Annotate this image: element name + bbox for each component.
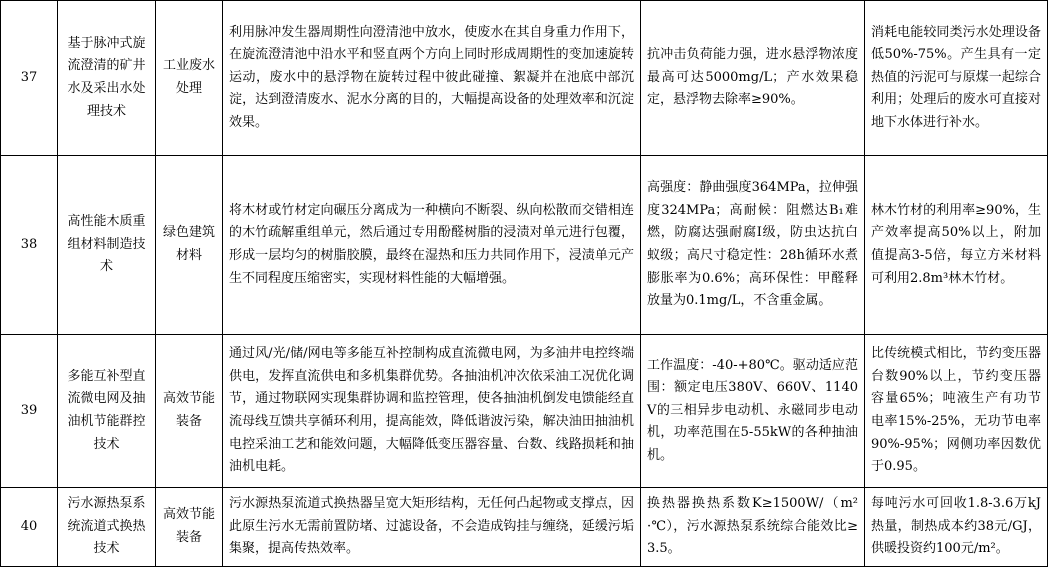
energy-benefits: 每吨污水可回收1.8-3.6万kJ热量，制热成本约38元/GJ，供暖投资约100元/m²。 — [865, 488, 1048, 567]
table-row — [1, 488, 1048, 567]
technology-description: 将木材或竹材定向碾压分离成为一种横向不断裂、纵向松散而交错相连的木竹疏解重组单元，然后通过专用酚醛树脂的浸渍对单元进行包覆，形成一层均匀的树脂胶膜，最终在湿热和压力共同作用下，浸渍单元产生不同程度压缩密实，实现材料性能的大幅增强。 — [223, 156, 641, 335]
technology-category: 绿色建筑材料 — [156, 156, 223, 335]
row-number: 40 — [1, 488, 58, 567]
table-row — [1, 1, 1048, 156]
technical-indicators: 抗冲击负荷能力强，进水悬浮物浓度最高可达5000mg/L；产水效果稳定，悬浮物去除率≥90%。 — [641, 1, 865, 156]
technology-description: 利用脉冲发生器周期性向澄清池中放水，使废水在其自身重力作用下，在旋流澄清池中沿水平和竖直两个方向上同时形成周期性的变加速旋转运动，废水中的悬浮物在旋转过程中彼此碰撞、絮凝并在池底中部沉淀，达到澄清废水、泥水分离的目的，大幅提高设备的处理效率和沉淀效果。 — [223, 1, 641, 156]
technology-category: 高效节能装备 — [156, 488, 223, 567]
technology-description: 通过风/光/储/网电等多能互补控制构成直流微电网，为多油井电控终端供电，发挥直流供电和多机集群优势。各抽油机冲次依采油工况优化调节，通过物联网实现集群协调和监控管理，使各抽油机倒发电馈能经直流母线互馈共享循环利用，提高能效，降低谐波污染，解决油田抽油机电控采油工艺和能效问题，大幅降低变压器容量、台数、线路损耗和抽油机电耗。 — [223, 335, 641, 488]
technology-category: 工业废水处理 — [156, 1, 223, 156]
technical-indicators: 高强度：静曲强度364MPa，拉伸强度324MPa；高耐候：阻燃达B₁难燃，防腐达强耐腐I级，防虫达抗白蚁级；高尺寸稳定性：28h循环水煮膨胀率为0.6%；高环保性：甲醛释放量为0.1mg/L，不含重金属。 — [641, 156, 865, 335]
row-number: 37 — [1, 1, 58, 156]
technology-name: 污水源热泵系统流道式换热技术 — [58, 488, 156, 567]
technology-name: 高性能木质重组材料制造技术 — [58, 156, 156, 335]
technology-name: 基于脉冲式旋流澄清的矿井水及采出水处理技术 — [58, 1, 156, 156]
row-number: 38 — [1, 156, 58, 335]
technology-category: 高效节能装备 — [156, 335, 223, 488]
table-row — [1, 335, 1048, 488]
energy-benefits: 比传统模式相比，节约变压器台数90%以上，节约变压器容量65%；吨液生产有功节电率15%-25%，无功节电率90%-95%；网侧功率因数优于0.95。 — [865, 335, 1048, 488]
row-number: 39 — [1, 335, 58, 488]
technical-indicators: 换热器换热系数K≥1500W/（m²·℃），污水源热泵系统综合能效比≥3.5。 — [641, 488, 865, 567]
energy-benefits: 林木竹材的利用率≥90%，生产效率提高50%以上，附加值提高3-5倍，每立方米材料可利用2.8m³林木竹材。 — [865, 156, 1048, 335]
table-row — [1, 156, 1048, 335]
technical-indicators: 工作温度：-40-+80℃。驱动适应范围：额定电压380V、660V、1140V的三相异步电动机、永磁同步电动机，功率范围在5-55kW的各种抽油机。 — [641, 335, 865, 488]
technology-description: 污水源热泵流道式换热器呈宽大矩形结构，无任何凸起物或支撑点，因此原生污水无需前置防堵、过滤设备，不会造成钩挂与缠绕，延缓污垢集聚，提高传热效率。 — [223, 488, 641, 567]
energy-benefits: 消耗电能较同类污水处理设备低50%-75%。产生具有一定热值的污泥可与原煤一起综合利用；处理后的废水可直接对地下水体进行补水。 — [865, 1, 1048, 156]
technology-name: 多能互补型直流微电网及抽油机节能群控技术 — [58, 335, 156, 488]
